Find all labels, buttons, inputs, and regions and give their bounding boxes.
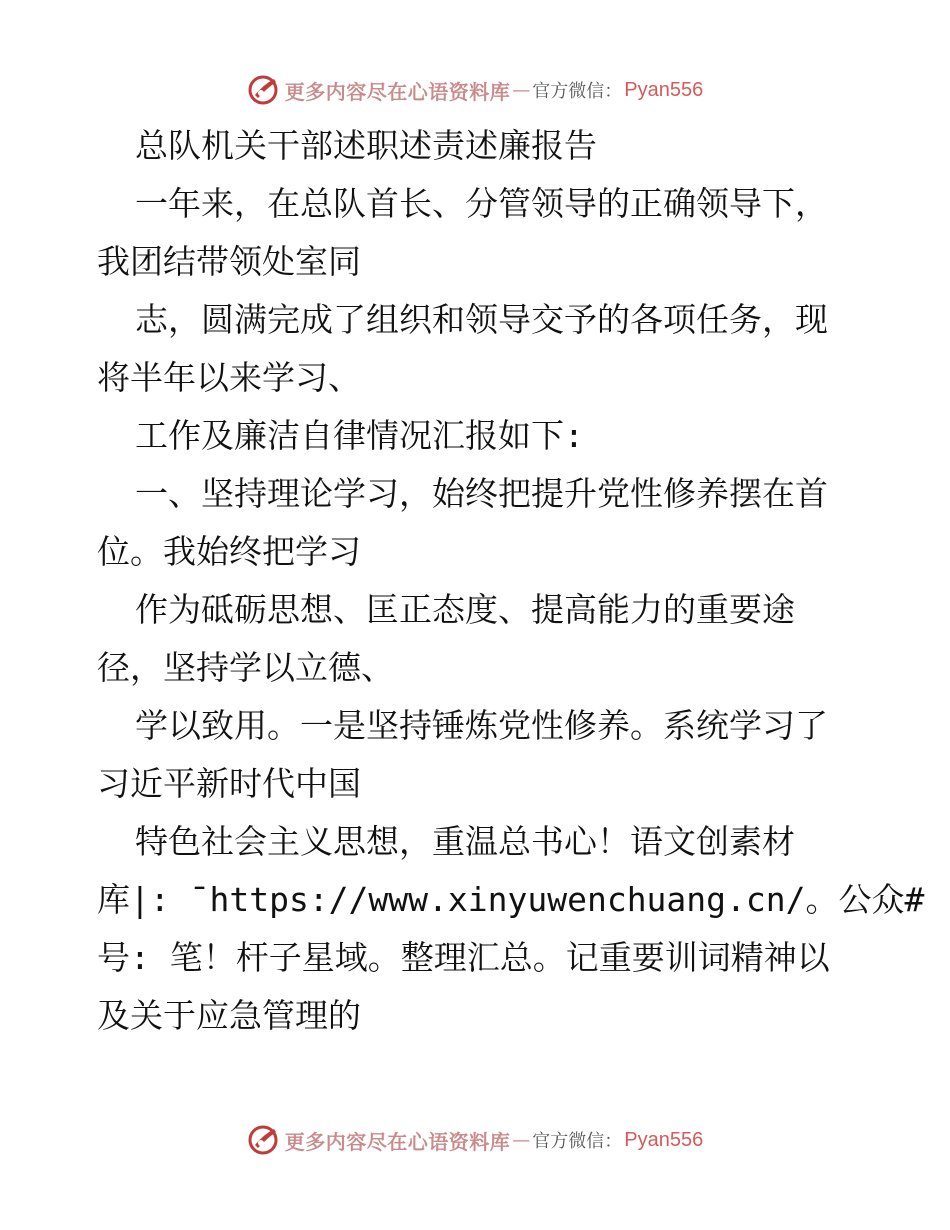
- header-watermark: [0, 70, 950, 110]
- text-line: 库|: ¯https://www.xinyuwenchuang.cn/。公众#: [97, 880, 925, 919]
- text-line: 特色社会主义思想，重温总书心！语文创素材: [135, 822, 795, 861]
- document-body: [97, 117, 925, 1045]
- watermark-separator: —: [512, 79, 531, 101]
- document-title: 总队机关干部述职述责述廉报告: [135, 126, 597, 165]
- text-line: 志，圆满完成了组织和领导交予的各项任务，现: [135, 300, 828, 339]
- section-heading-line: 一、坚持理论学习，始终把提升党性修养摆在首: [135, 474, 828, 513]
- watermark-text: 更多内容尽在心语资料库: [284, 1129, 511, 1154]
- wechat-id: Pyan556: [624, 1128, 704, 1151]
- text-line: 我团结带领处室同: [97, 242, 361, 281]
- text-line: 习近平新时代中国: [97, 764, 361, 803]
- text-line: 及关于应急管理的: [97, 996, 361, 1035]
- text-line: 径，坚持学以立德、: [97, 648, 394, 687]
- text-line: 一年来，在总队首长、分管领导的正确领导下，: [135, 184, 828, 223]
- wechat-id: Pyan556: [624, 78, 704, 101]
- watermark-text: 更多内容尽在心语资料库: [284, 79, 511, 104]
- wechat-label: 官方微信：: [532, 1131, 623, 1152]
- text-line: 将半年以来学习、: [97, 358, 361, 397]
- text-line: 位。我始终把学习: [97, 532, 361, 571]
- footer-watermark: [0, 1120, 950, 1160]
- text-line: 工作及廉洁自律情况汇报如下:: [135, 416, 584, 455]
- text-line: 学以致用。一是坚持锤炼党性修养。系统学习了: [135, 706, 828, 745]
- pen-logo-icon: [247, 73, 281, 107]
- wechat-label: 官方微信：: [532, 81, 623, 102]
- text-line: 号: 笔！杆子星域。整理汇总。记重要训词精神以: [97, 938, 830, 977]
- watermark-separator: —: [512, 1129, 531, 1151]
- text-line: 作为砥砺思想、匡正态度、提高能力的重要途: [135, 590, 795, 629]
- pen-logo-icon: [247, 1123, 281, 1157]
